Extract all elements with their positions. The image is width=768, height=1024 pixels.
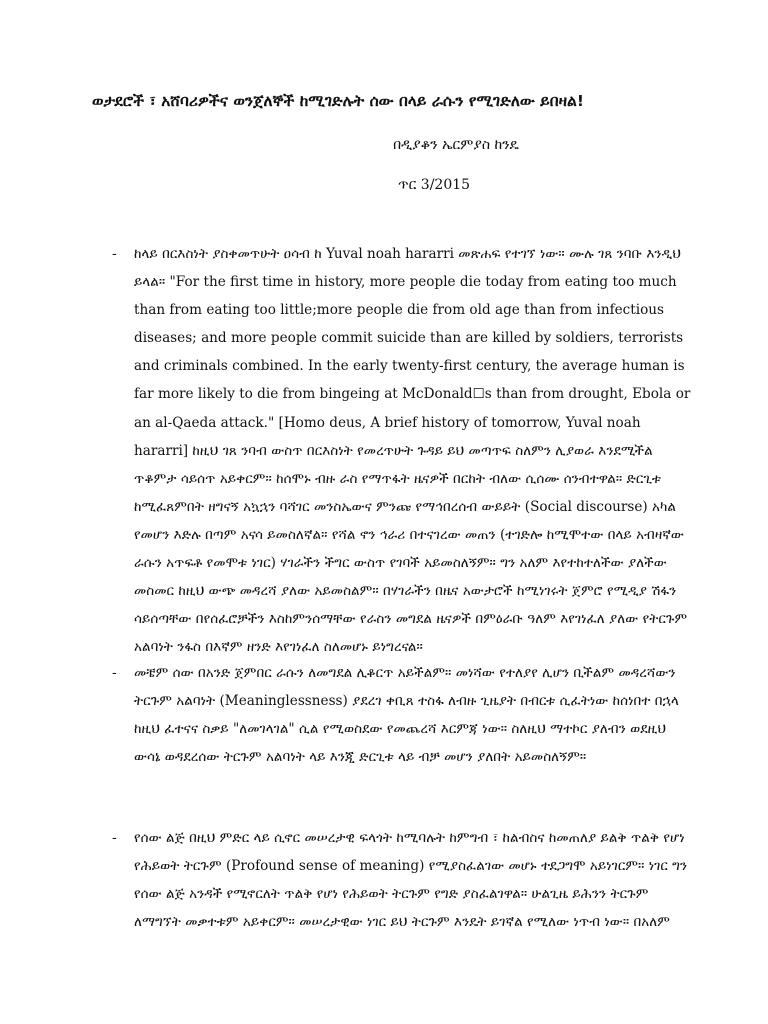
list-item <box>112 824 692 936</box>
author-line: በዲያቆን ኤርምያስ ከንዴ <box>393 137 519 153</box>
bullet-dash: - <box>112 246 117 262</box>
bullet-dash: - <box>112 830 117 846</box>
paragraph-text: የሰው ልጅ በዚህ ምድር ላይ ሲኖር መሠረታዊ ፍላጎት ከሚባሉት ከምግብ ፣ ከልብስና ከመጠለያ ይልቅ ጥልቅ የሆነ የሕይወት ትርጉም (Profound sense of meaning) የሚያስፈልገው መሆኑ ተደጋግሞ አይነገርም። ነገር ግን የሰው ልጅ አንዳች የሚኖርለት ጥልቅ የሆነ የሕይወት ትርጉም የግድ ያስፈልገዋል። ሁልጊዜ ይሕንን ትርጉም ለማግኘት መቃተቱም አይቀርም። መሠረታዊው ነገር ይህ ትርጉም እንዴት ይገኛል የሚለው ነጥብ ነው። በአለም <box>134 830 688 931</box>
list-item <box>112 659 692 771</box>
list-item <box>112 240 692 661</box>
paragraph-text: ከላይ በርእስነት ያስቀመጥሁት ዐሳብ ከ Yuval noah hararri መጽሐፍ የተገኘ ነው። ሙሉ ገጸ ንባቡ እንዲህ ይላል። "For the first time in history, more people die today from eating too much than from eating too little;more people die from old age than from infectious diseases; and more people commit suicide than are killed by soldiers, terrorists and criminals combined. In the early twenty-first century, the average human is far more likely to die from bingeing at McDonald☐s than from drought, Ebola or an al-Qaeda attack." [Homo deus, A brief history of tomorrow, Yuval noah hararri] ከዚህ ገጸ ንባብ ውስጥ በርእስነት የመረጥሁት ጉዳይ ይህ መጣጥፍ ስለምን ሊያወራ እንደሚችል ጥቆምታ ሳይሰጥ አይቀርም። ከሰሞኑ ብዙ ራስ የማጥፋት ዜናዎች በርከት ብለው ሲሰሙ ሰንብተዋል። ድርጊቱ ከሚፈጸምበት ዘግናኝ አኳኋን ባሻገር መንስኤውና ምንጩ የማኅበረሰብ ውይይት (Social discourse) አካል የመሆን እድሉ በጣም አናሳ ይመስለኛል። የሻል ኖን ኅራሪ በተናገረው መጠን (ተገድሎ ከሚሞተው በላይ አብዛኛው ራሱን አጥፍቶ የመሞቱ ነገር) ሃገራችን ችግር ውስጥ የገባች አይመስለኝም። ግን አለም እየተከተለችው ያለችው መስመር ከዚህ ውጭ መዳረሻ ያለው አይመስልም። በሃገራችን በዜና አውታሮች ከሚነገሩት ጀምሮ የሚዲያ ሽፋን ሳይሰጣቸው በየሰፈሮቻችን እስከምንሰማቸው የራስን መግደል ዜናዎች በምዕራቡ ዓለም እየገነፈለ ያለው የትርጉም አልባነት ንፋስ በእኛም ዘንድ እየገነፈለ ስለመሆኑ ይነግረናል። <box>134 246 691 656</box>
document-title: ወታደሮች ፣ አሸባሪዎችና ወንጀለኞች ከሚገድሉት ሰው በላይ ራሱን የሚገድለው ይበዛል! <box>92 92 584 110</box>
paragraph-text: መቼም ሰው በአንድ ጀምበር ራሱን ለመግደል ሊቆርጥ አይችልም። መነሻው የተለያየ ሊሆን ቢችልም መዳረሻውን ትርጉም አልባነት (Meaninglessness) ያደረገ ቀቢጸ ተስፋ ለብዙ ጊዜያት በብርቱ ሲፈትነው ከሰነበተ በኋላ ከዚህ ፈተናና ስቃይ "ለመገላገል" ሲል የሚወስደው የመጨረሻ እርምጃ ነው። ስለዚህ ማተኮር ያለብን ወደዚህ ውሳኔ ወዳደረሰው ትርጉም አልባነት ላይ እንጂ ድርጊቱ ላይ ብቻ መሆን ያለበት አይመስለኝም። <box>134 665 679 766</box>
bullet-dash: - <box>112 665 117 681</box>
date-line: ጥር 3/2015 <box>397 177 471 193</box>
